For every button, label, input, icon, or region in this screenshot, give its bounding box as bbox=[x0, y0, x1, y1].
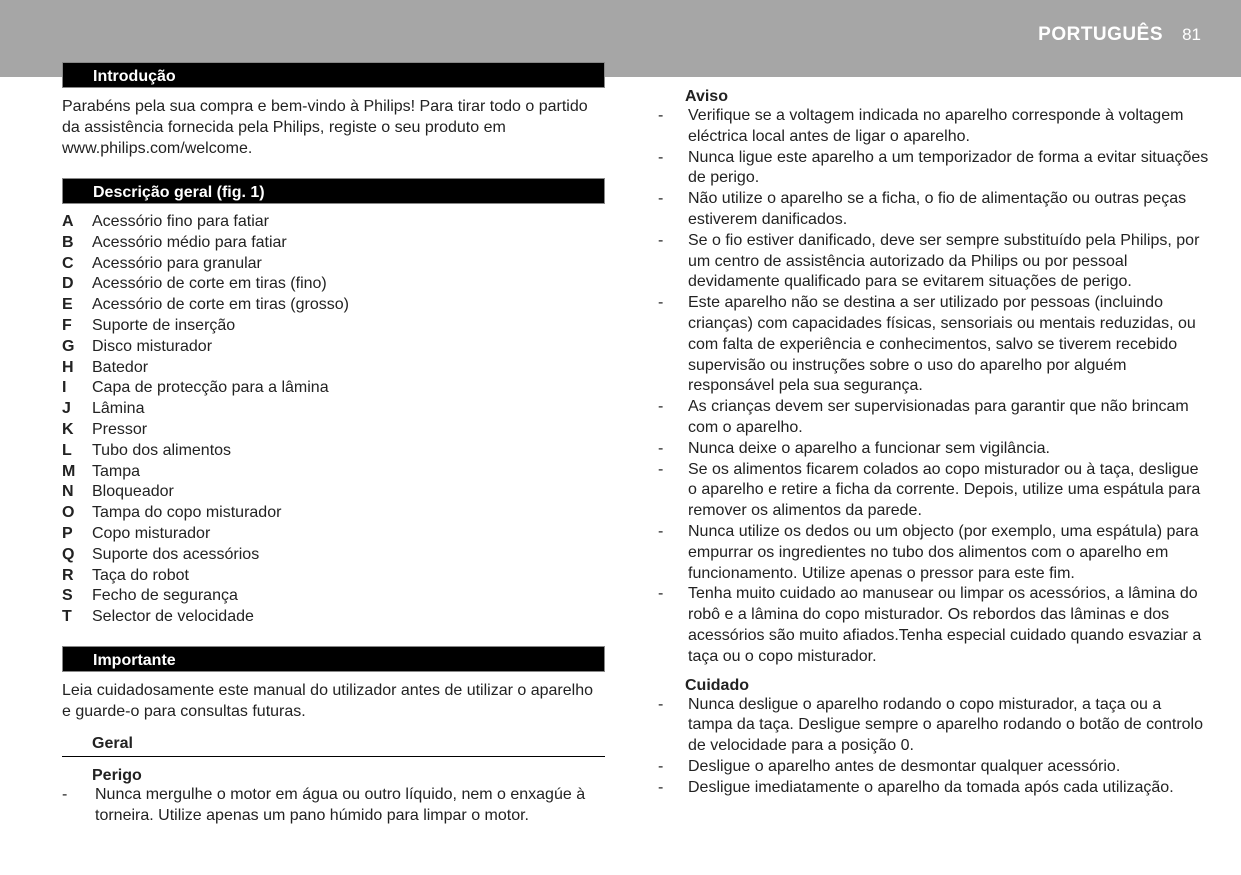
legend-label: Capa de protecção para a lâmina bbox=[92, 379, 329, 397]
important-text: Leia cuidadosamente este manual do utilizador antes de utilizar o aparelho e guarde-o para consultas futuras. bbox=[62, 681, 594, 720]
caution-item: - Desligue o aparelho antes de desmontar qualquer acessório. bbox=[655, 757, 1210, 778]
legend-key: P bbox=[62, 524, 73, 542]
warning-list bbox=[655, 106, 1210, 668]
legend-label: Copo misturador bbox=[92, 524, 211, 542]
legend-key: S bbox=[62, 587, 73, 605]
caution-item: - Nunca desligue o aparelho rodando o copo misturador, a taça ou a tampa da taça. Desligue sempre o aparelho rodando o botão de controlo de velocidade para a posição 0. bbox=[655, 695, 1210, 757]
legend-key: K bbox=[62, 420, 74, 438]
legend-item bbox=[62, 212, 605, 233]
danger-item: - Nunca mergulhe o motor em água ou outro líquido, nem o enxagúe à torneira. Utilize apenas um pano húmido para limpar o motor. bbox=[62, 785, 605, 827]
legend-key: E bbox=[62, 296, 73, 314]
general-heading: Geral bbox=[62, 735, 605, 757]
legend-label: Tubo dos alimentos bbox=[92, 441, 232, 459]
legend-item bbox=[62, 399, 605, 420]
legend-key: D bbox=[62, 275, 74, 293]
legend-key: I bbox=[62, 379, 67, 397]
legend-item bbox=[62, 316, 605, 337]
section-heading-important: Importante bbox=[62, 646, 605, 672]
legend-item bbox=[62, 441, 605, 462]
legend-key: N bbox=[62, 483, 74, 501]
warning-item: - Se os alimentos ficarem colados ao copo misturador ou à taça, desligue o aparelho e retire a ficha da corrente. Depois, utilize uma espátula para remover os alimentos da parede. bbox=[655, 460, 1210, 522]
legend-label: Acessório de corte em tiras (grosso) bbox=[92, 296, 349, 314]
legend-item bbox=[62, 503, 605, 524]
parts-legend bbox=[62, 212, 605, 628]
warning-item: - Nunca utilize os dedos ou um objecto (por exemplo, uma espátula) para empurrar os ingredientes no tubo dos alimentos com o aparelho em funcionamento. Utilize apenas o pressor para este fim. bbox=[655, 522, 1210, 584]
legend-item bbox=[62, 482, 605, 503]
legend-label: Tampa bbox=[92, 462, 141, 480]
language-label: PORTUGUÊS bbox=[1038, 24, 1163, 45]
caution-item: - Desligue imediatamente o aparelho da tomada após cada utilização. bbox=[655, 778, 1210, 799]
legend-key: F bbox=[62, 316, 72, 334]
warning-item: - Verifique se a voltagem indicada no aparelho corresponde à voltagem eléctrica local antes de ligar o aparelho. bbox=[655, 106, 1210, 148]
warning-item: - Tenha muito cuidado ao manusear ou limpar os acessórios, a lâmina do robô e a lâmina do copo misturador. Os rebordos das lâminas e dos acessórios são muito afiados.Tenha especial cuidado quando esvaziar a taça ou o copo misturador. bbox=[655, 584, 1210, 667]
legend-item bbox=[62, 358, 605, 379]
legend-key: J bbox=[62, 400, 71, 418]
legend-label: Suporte dos acessórios bbox=[92, 545, 260, 563]
section-heading-overview: Descrição geral (fig. 1) bbox=[62, 178, 605, 204]
legend-key: R bbox=[62, 566, 74, 584]
warning-item: - As crianças devem ser supervisionadas para garantir que não brincam com o aparelho. bbox=[655, 397, 1210, 439]
legend-label: Taça do robot bbox=[92, 566, 189, 584]
legend-label: Pressor bbox=[92, 420, 148, 438]
legend-item bbox=[62, 233, 605, 254]
legend-label: Acessório médio para fatiar bbox=[92, 233, 287, 251]
warning-item: - Este aparelho não se destina a ser utilizado por pessoas (incluindo crianças) com capacidades físicas, sensoriais ou mentais reduzidas, ou com falta de experiência e conhecimentos, salvo se tiverem recebido supervisão ou instruções sobre o uso do aparelho por alguém responsável pela sua segurança. bbox=[655, 293, 1210, 397]
legend-item bbox=[62, 607, 605, 628]
legend-label: Bloqueador bbox=[92, 483, 174, 501]
section-heading-introduction: Introdução bbox=[62, 62, 605, 88]
legend-key: C bbox=[62, 254, 74, 272]
legend-item bbox=[62, 254, 605, 275]
warning-item: - Nunca ligue este aparelho a um temporizador de forma a evitar situações de perigo. bbox=[655, 148, 1210, 190]
legend-key: G bbox=[62, 337, 75, 355]
legend-label: Disco misturador bbox=[92, 337, 213, 355]
legend-item bbox=[62, 566, 605, 587]
legend-item bbox=[62, 337, 605, 358]
legend-key: O bbox=[62, 504, 75, 522]
legend-label: Suporte de inserção bbox=[92, 316, 236, 334]
legend-item bbox=[62, 524, 605, 545]
legend-key: B bbox=[62, 233, 74, 251]
legend-key: Q bbox=[62, 545, 75, 563]
warning-item: - Nunca deixe o aparelho a funcionar sem vigilância. bbox=[655, 439, 1210, 460]
warning-heading: Aviso bbox=[685, 88, 728, 105]
legend-item bbox=[62, 378, 605, 399]
legend-label: Acessório de corte em tiras (fino) bbox=[92, 275, 327, 293]
legend-label: Acessório fino para fatiar bbox=[92, 213, 269, 230]
danger-heading: Perigo bbox=[92, 766, 142, 784]
legend-label: Selector de velocidade bbox=[92, 608, 254, 626]
legend-key: M bbox=[62, 462, 76, 480]
legend-label: Tampa do copo misturador bbox=[92, 504, 282, 522]
legend-key: H bbox=[62, 358, 74, 376]
legend-label: Batedor bbox=[92, 358, 149, 376]
caution-list bbox=[655, 695, 1210, 799]
legend-key: T bbox=[62, 608, 72, 626]
legend-key: A bbox=[62, 213, 74, 230]
caution-heading: Cuidado bbox=[685, 676, 749, 694]
left-column bbox=[62, 62, 605, 827]
legend-item bbox=[62, 462, 605, 483]
legend-label: Acessório para granular bbox=[92, 254, 262, 272]
right-column bbox=[655, 88, 1210, 799]
warning-item: - Não utilize o aparelho se a ficha, o fio de alimentação ou outras peças estiverem danificados. bbox=[655, 189, 1210, 231]
legend-label: Lâmina bbox=[92, 400, 145, 418]
legend-label: Fecho de segurança bbox=[92, 587, 238, 605]
warning-item: - Se o fio estiver danificado, deve ser sempre substituído pela Philips, por um centro de assistência autorizado da Philips ou por pessoal devidamente qualificado para se evitarem situações de perigo. bbox=[655, 231, 1210, 293]
legend-item bbox=[62, 545, 605, 566]
intro-text: Parabéns pela sua compra e bem-vindo à Philips! Para tirar todo o partido da assistência fornecida pela Philips, registe o seu produto em www.philips.com/welcome. bbox=[62, 98, 588, 157]
page-number: 81 bbox=[1182, 25, 1201, 44]
legend-item bbox=[62, 274, 605, 295]
legend-item bbox=[62, 295, 605, 316]
legend-key: L bbox=[62, 441, 72, 459]
danger-list bbox=[62, 785, 605, 827]
legend-item bbox=[62, 586, 605, 607]
legend-item bbox=[62, 420, 605, 441]
